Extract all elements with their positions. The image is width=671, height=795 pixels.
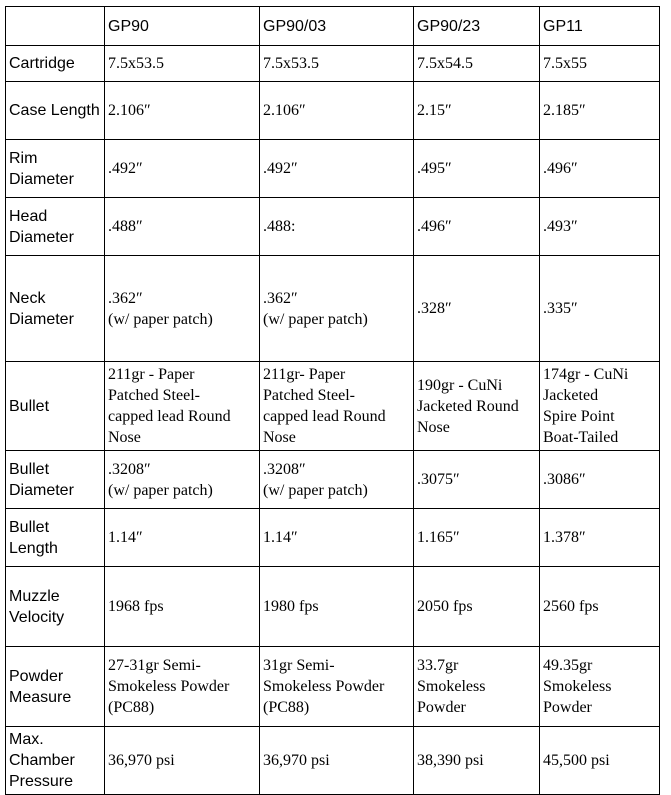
cell-value: .362″ (w/ paper patch): [108, 289, 213, 328]
value-cell-gp90-23: [414, 140, 540, 198]
value-cell-gp90-23: [414, 647, 540, 727]
cell-value: .492″: [263, 160, 298, 177]
cell-value: 7.5x54.5: [417, 55, 473, 72]
value-cell-gp90: [105, 140, 260, 198]
value-cell-gp90-03: [260, 567, 414, 647]
cell-value: 7.5x53.5: [108, 55, 164, 72]
cell-value: .495″: [417, 160, 452, 177]
row-label: Neck Diameter: [9, 289, 74, 328]
cell-value: 174gr - CuNi Jacketed Spire Point Boat-Tailed: [543, 366, 629, 446]
row-label: Bullet: [9, 397, 50, 415]
row-label: Muzzle Velocity: [9, 587, 65, 626]
table-row-neck-diameter: [6, 256, 660, 362]
cell-value: 38,390 psi: [417, 752, 484, 769]
value-cell-gp11: [540, 451, 660, 509]
cell-value: 1.14″: [263, 529, 298, 546]
value-cell-gp90-23: [414, 198, 540, 256]
value-cell-gp90: [105, 198, 260, 256]
value-cell-gp90: [105, 46, 260, 82]
value-cell-gp11: [540, 567, 660, 647]
value-cell-gp11: [540, 82, 660, 140]
row-label-cell: [6, 140, 105, 198]
value-cell-gp11: [540, 140, 660, 198]
value-cell-gp11: [540, 727, 660, 795]
value-cell-gp11: [540, 46, 660, 82]
cell-value: 36,970 psi: [108, 752, 175, 769]
cell-value: 1.378″: [543, 529, 586, 546]
table-row-bullet-diameter: [6, 451, 660, 509]
table-row-powder-measure: [6, 647, 660, 727]
table-row-head-diameter: [6, 198, 660, 256]
value-cell-gp90-03: [260, 46, 414, 82]
row-label: Powder Measure: [9, 667, 72, 706]
column-header-gp90-03: [260, 7, 414, 46]
cell-value: .493″: [543, 218, 578, 235]
value-cell-gp90: [105, 567, 260, 647]
value-cell-gp90-03: [260, 451, 414, 509]
value-cell-gp90-03: [260, 256, 414, 362]
value-cell-gp90-23: [414, 727, 540, 795]
value-cell-gp90: [105, 362, 260, 451]
cell-value: 1980 fps: [263, 598, 319, 615]
cell-value: 2.15″: [417, 102, 452, 119]
cell-value: .3086″: [543, 471, 586, 488]
cell-value: 2050 fps: [417, 598, 473, 615]
value-cell-gp11: [540, 256, 660, 362]
row-label-cell: [6, 82, 105, 140]
value-cell-gp90-03: [260, 647, 414, 727]
cell-value: 31gr Semi- Smokeless Powder (PC88): [263, 657, 385, 716]
cell-value: 27-31gr Semi- Smokeless Powder (PC88): [108, 657, 230, 716]
column-header-gp11: [540, 7, 660, 46]
cell-value: 2560 fps: [543, 598, 599, 615]
cell-value: 7.5x55: [543, 55, 587, 72]
cell-value: 49.35gr Smokeless Powder: [543, 657, 612, 716]
table-row-case-length: [6, 82, 660, 140]
cell-value: .362″ (w/ paper patch): [263, 289, 368, 328]
value-cell-gp90: [105, 82, 260, 140]
cell-value: 2.185″: [543, 102, 586, 119]
value-cell-gp90: [105, 647, 260, 727]
value-cell-gp90-23: [414, 362, 540, 451]
cell-value: 1.14″: [108, 529, 143, 546]
value-cell-gp90-03: [260, 82, 414, 140]
table-row-cartridge: [6, 46, 660, 82]
value-cell-gp90: [105, 509, 260, 567]
cell-value: .488″: [108, 218, 143, 235]
cell-value: 1968 fps: [108, 598, 164, 615]
cell-value: .3208″ (w/ paper patch): [108, 460, 213, 499]
row-label-cell: [6, 647, 105, 727]
table-row-muzzle-velocity: [6, 567, 660, 647]
value-cell-gp90-03: [260, 509, 414, 567]
value-cell-gp11: [540, 362, 660, 451]
column-header-label: GP90/03: [263, 17, 327, 35]
row-label: Head Diameter: [9, 207, 74, 246]
value-cell-gp90-23: [414, 567, 540, 647]
value-cell-gp90: [105, 727, 260, 795]
value-cell-gp90-23: [414, 509, 540, 567]
value-cell-gp90-03: [260, 362, 414, 451]
value-cell-gp90-23: [414, 256, 540, 362]
row-label-cell: [6, 362, 105, 451]
table-row-max-chamber-pressure: [6, 727, 660, 795]
row-label: Rim Diameter: [9, 149, 74, 188]
cell-value: 211gr- Paper Patched Steel- capped lead Round Nose: [263, 366, 386, 446]
cell-value: .496″: [417, 218, 452, 235]
value-cell-gp90-03: [260, 198, 414, 256]
cell-value: 2.106″: [108, 102, 151, 119]
cell-value: 1.165″: [417, 529, 460, 546]
row-label-cell: [6, 46, 105, 82]
value-cell-gp90-03: [260, 140, 414, 198]
row-label: Cartridge: [9, 55, 75, 72]
table-row-bullet: [6, 362, 660, 451]
cartridge-spec-table: [5, 6, 660, 795]
cell-value: .488:: [263, 218, 296, 235]
header-row: [6, 7, 660, 46]
row-label: Bullet Length: [9, 518, 58, 557]
value-cell-gp11: [540, 509, 660, 567]
cell-value: .496″: [543, 160, 578, 177]
row-label-cell: [6, 727, 105, 795]
column-header-label: GP90/23: [417, 17, 481, 35]
row-label: Bullet Diameter: [9, 460, 74, 499]
header-corner-cell: [6, 7, 105, 46]
row-label-cell: [6, 451, 105, 509]
value-cell-gp90: [105, 451, 260, 509]
row-label: Max. Chamber Pressure: [9, 731, 75, 790]
cell-value: 33.7gr Smokeless Powder: [417, 657, 486, 716]
row-label-cell: [6, 256, 105, 362]
row-label: Case Length: [9, 102, 100, 119]
cell-value: .492″: [108, 160, 143, 177]
cell-value: 2.106″: [263, 102, 306, 119]
table-row-rim-diameter: [6, 140, 660, 198]
row-label-cell: [6, 567, 105, 647]
value-cell-gp90-23: [414, 82, 540, 140]
value-cell-gp90: [105, 256, 260, 362]
column-header-gp90-23: [414, 7, 540, 46]
row-label-cell: [6, 198, 105, 256]
cell-value: .3075″: [417, 471, 460, 488]
column-header-label: GP90: [108, 17, 149, 35]
cell-value: 211gr - Paper Patched Steel- capped lead Round Nose: [108, 366, 231, 446]
cell-value: .3208″ (w/ paper patch): [263, 460, 368, 499]
column-header-label: GP11: [543, 17, 583, 35]
value-cell-gp90-23: [414, 46, 540, 82]
value-cell-gp11: [540, 647, 660, 727]
cell-value: .335″: [543, 300, 578, 317]
row-label-cell: [6, 509, 105, 567]
value-cell-gp90-23: [414, 451, 540, 509]
table-row-bullet-length: [6, 509, 660, 567]
value-cell-gp11: [540, 198, 660, 256]
cell-value: 7.5x53.5: [263, 55, 319, 72]
cell-value: 36,970 psi: [263, 752, 330, 769]
spec-table-body: [6, 7, 660, 795]
cell-value: 190gr - CuNi Jacketed Round Nose: [417, 376, 519, 436]
column-header-gp90: [105, 7, 260, 46]
value-cell-gp90-03: [260, 727, 414, 795]
cell-value: .328″: [417, 300, 452, 317]
cell-value: 45,500 psi: [543, 752, 610, 769]
